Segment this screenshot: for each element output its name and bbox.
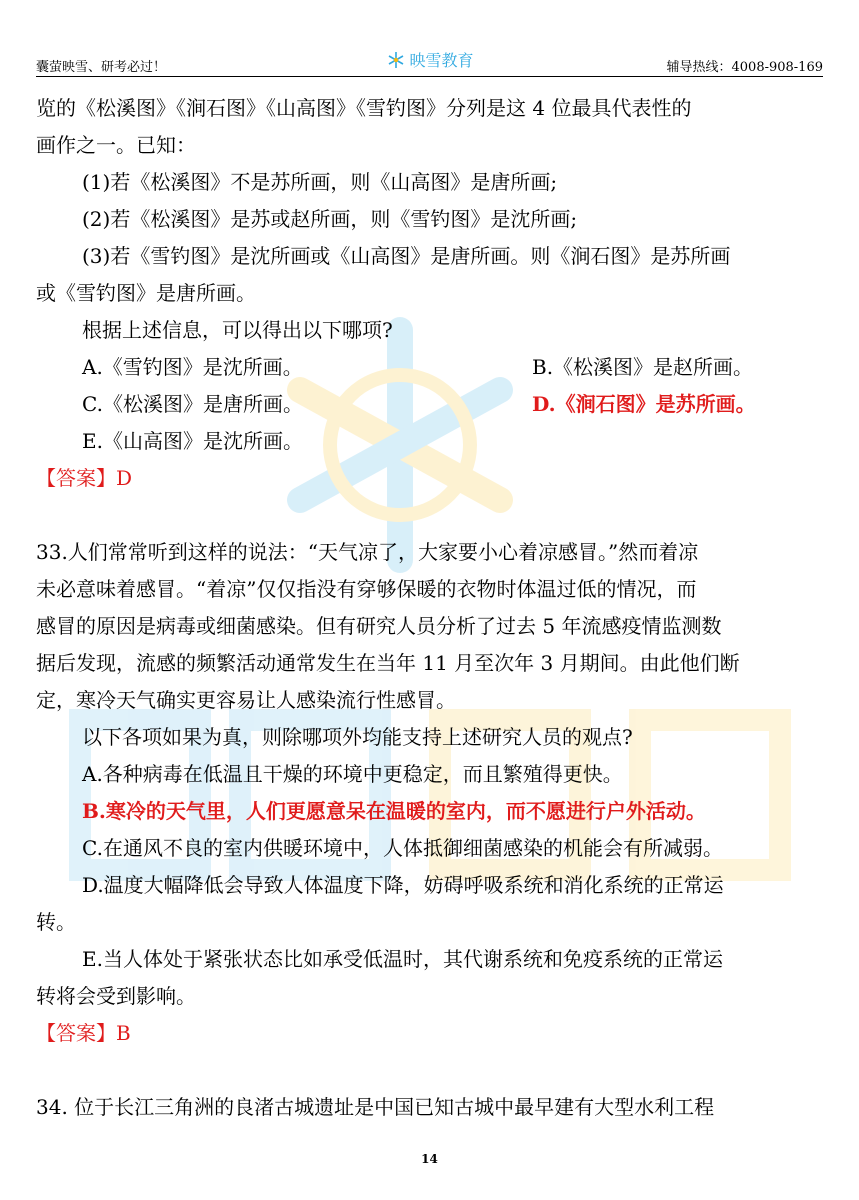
q32-option-d: D.《涧石图》是苏所画。 bbox=[532, 392, 756, 416]
q32-question: 根据上述信息，可以得出以下哪项? bbox=[82, 318, 393, 342]
q32-options-row2 bbox=[36, 386, 832, 423]
q33-line2: 未必意味着感冒。“着凉”仅仅指没有穿够保暖的衣物时体温过低的情况，而 bbox=[36, 577, 697, 601]
q34-line1: 34. 位于长江三角洲的良渚古城遗址是中国已知古城中最早建有大型水利工程 bbox=[36, 1095, 715, 1119]
q33-line3: 感冒的原因是病毒或细菌感染。但有研究人员分析了过去 5 年流感疫情监测数 bbox=[36, 614, 722, 638]
brand-name: 映雪教育 bbox=[409, 51, 474, 70]
q32-condition-3b: 或《雪钓图》是唐所画。 bbox=[36, 281, 256, 305]
q33-option-d-line2: 转。 bbox=[36, 910, 76, 934]
page-header bbox=[36, 48, 823, 77]
q33-option-e-line2: 转将会受到影响。 bbox=[36, 984, 196, 1008]
q32-condition-3a: (3)若《雪钓图》是沈所画或《山高图》是唐所画。则《涧石图》是苏所画 bbox=[82, 244, 731, 268]
answer-value: B bbox=[116, 1021, 131, 1045]
q33-line5: 定，寒冷天气确实更容易让人感染流行性感冒。 bbox=[36, 688, 456, 712]
q33-line1: 33.人们常常听到这样的说法：“天气凉了，大家要小心着凉感冒。”然而着凉 bbox=[36, 540, 699, 564]
q33-option-a: A.各种病毒在低温且干燥的环境中更稳定，而且繁殖得更快。 bbox=[82, 762, 623, 786]
answer-label: 【答案】 bbox=[36, 1021, 116, 1045]
header-hotline: 辅导热线：4008-908-169 bbox=[666, 60, 823, 75]
q32-intro-line2: 画作之一。已知： bbox=[36, 133, 196, 157]
answer-label: 【答案】 bbox=[36, 466, 116, 490]
q32-option-c: C.《松溪图》是唐所画。 bbox=[82, 392, 303, 416]
q33-option-e-line1: E.当人体处于紧张状态比如承受低温时，其代谢系统和免疫系统的正常运 bbox=[82, 947, 723, 971]
q33-option-b: B.寒冷的天气里，人们更愿意呆在温暖的室内，而不愿进行户外活动。 bbox=[82, 799, 706, 823]
q32-option-e: E.《山高图》是沈所画。 bbox=[82, 429, 303, 453]
q33-option-d-line1: D.温度大幅降低会导致人体温度下降，妨碍呼吸系统和消化系统的正常运 bbox=[82, 873, 724, 897]
q32-intro-line1: 览的《松溪图》《涧石图》《山高图》《雪钓图》分列是这 4 位最具代表性的 bbox=[36, 96, 692, 120]
q33-line4: 据后发现，流感的频繁活动通常发生在当年 11 月至次年 3 月期间。由此他们断 bbox=[36, 651, 740, 675]
brand-logo bbox=[385, 48, 473, 71]
q33-answer bbox=[36, 1015, 832, 1052]
q32-option-b: B.《松溪图》是赵所画。 bbox=[532, 355, 754, 379]
q32-condition-2: (2)若《松溪图》是苏或赵所画，则《雪钓图》是沈所画; bbox=[82, 207, 578, 231]
page-content bbox=[36, 90, 832, 1126]
q32-option-a: A.《雪钓图》是沈所画。 bbox=[82, 355, 303, 379]
header-slogan: 囊萤映雪、研考必过！ bbox=[36, 60, 167, 75]
page-number: 14 bbox=[421, 1152, 438, 1166]
q32-condition-1: (1)若《松溪图》不是苏所画，则《山高图》是唐所画; bbox=[82, 170, 558, 194]
snowflake-icon bbox=[385, 50, 405, 70]
q33-question: 以下各项如果为真，则除哪项外均能支持上述研究人员的观点? bbox=[82, 725, 633, 749]
answer-value: D bbox=[116, 466, 133, 490]
q33-option-c: C.在通风不良的室内供暖环境中，人体抵御细菌感染的机能会有所减弱。 bbox=[82, 836, 723, 860]
q32-options-row1 bbox=[36, 349, 832, 386]
q32-answer bbox=[36, 460, 832, 497]
